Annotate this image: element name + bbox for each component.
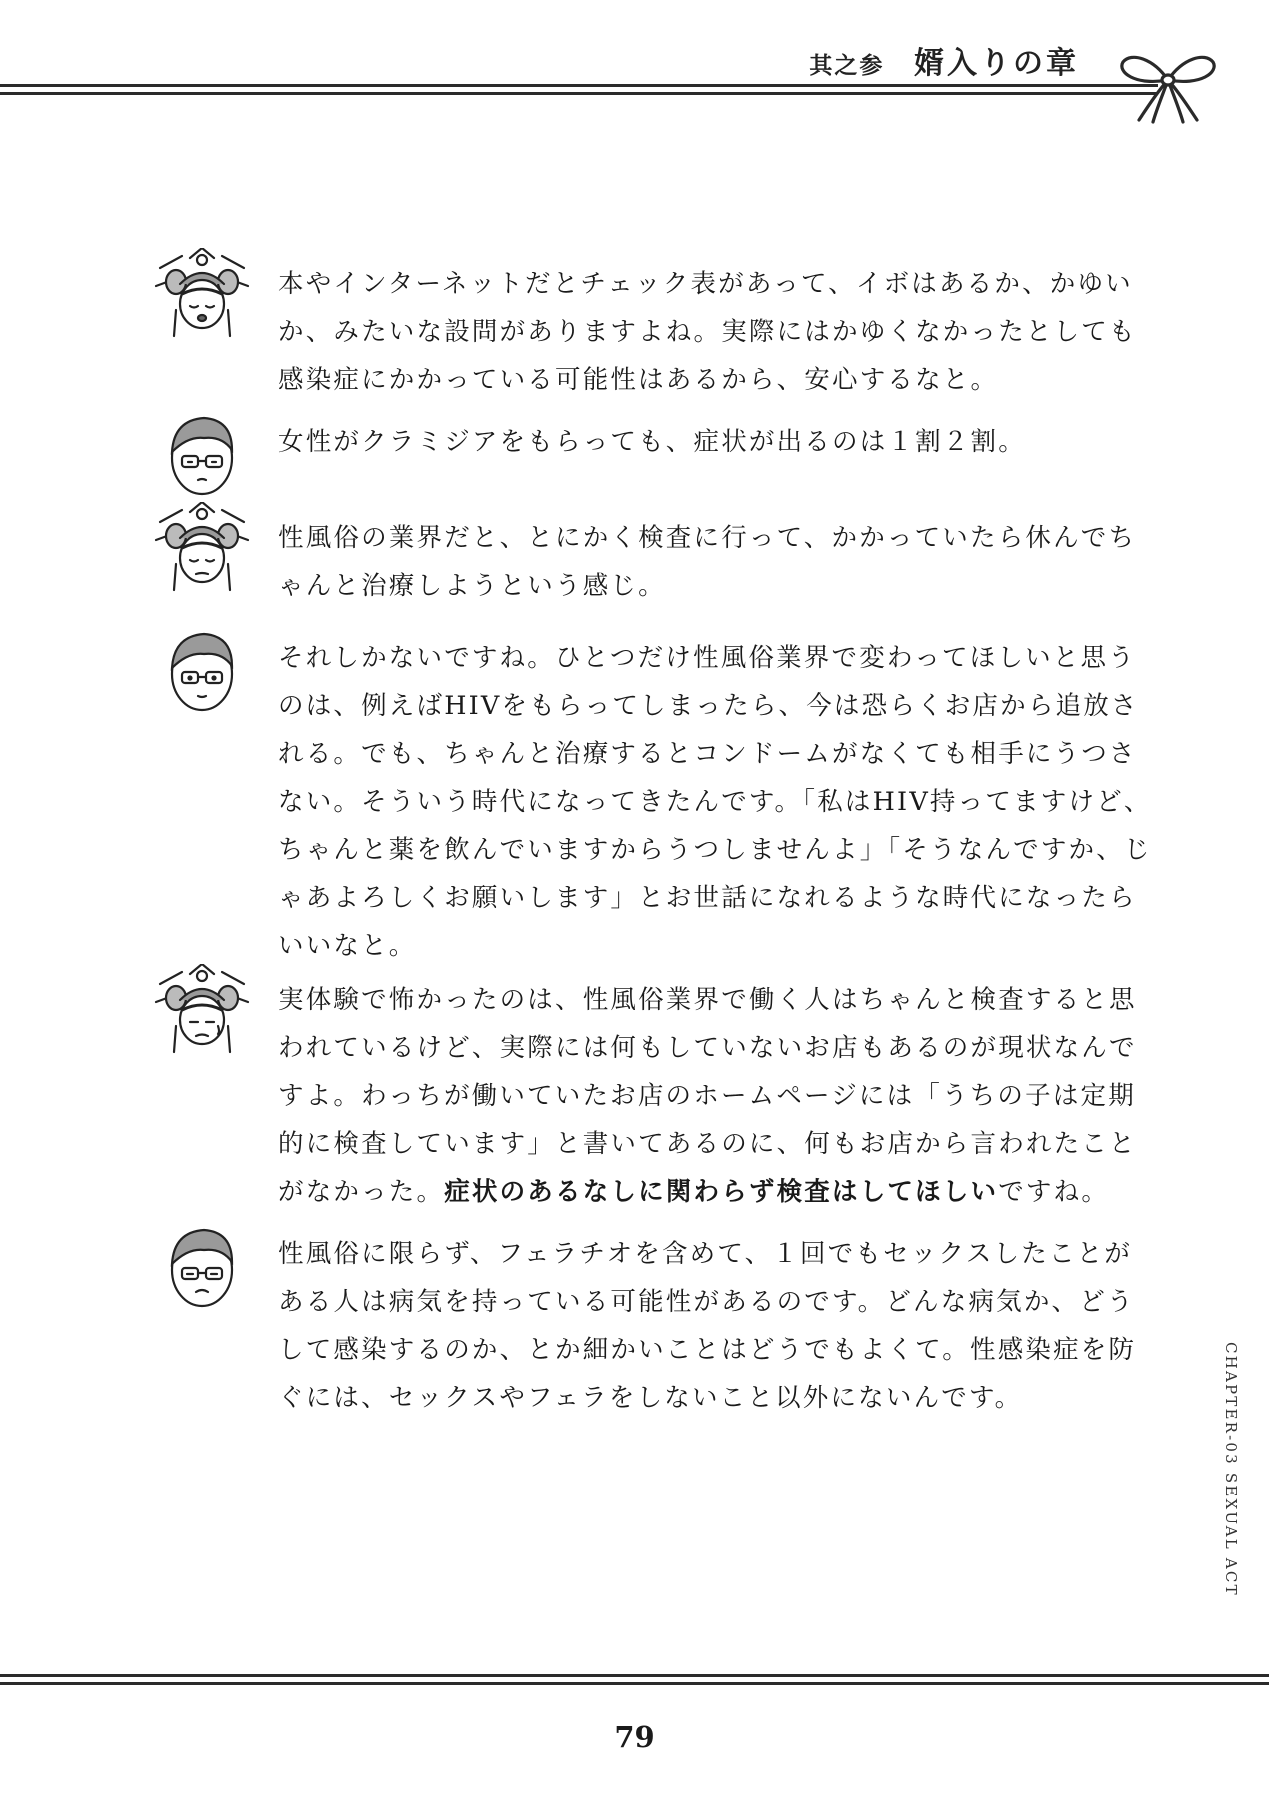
speech-text-part: 実体験で怖かったのは、性風俗業界で働く人はちゃんと検査すると思われているけど、実際には何もしていないお店もあるのが現状なんですよ。わっちが働いていたお店のホームページには「うちの子は定期的に検査しています」と書いてあるのに、何もお店から言われたことがなかった。 bbox=[278, 985, 1137, 1207]
speech-text: 性風俗の業界だと、とにかく検査に行って、かかっていたら休んでちゃんと治療しようという感じ。 bbox=[278, 523, 1137, 601]
chapter-title: 婿入りの章 bbox=[914, 46, 1079, 81]
doctor-avatar-icon bbox=[152, 406, 252, 506]
speech-text bbox=[278, 976, 1158, 1216]
speech-text: 本やインターネットだとチェック表があって、イボはあるか、かゆいか、みたいな設問がありますよね。実際にはかゆくなかったとしても感染症にかかっている可能性はあるから、安心するなと。 bbox=[278, 269, 1137, 395]
ribbon-knot-icon bbox=[1113, 46, 1223, 124]
doctor-avatar-icon bbox=[152, 1218, 252, 1318]
doctor-avatar-icon bbox=[152, 622, 252, 722]
page-number: 79 bbox=[614, 1720, 655, 1754]
footer-rule-bottom bbox=[0, 1682, 1269, 1685]
header-rule-top bbox=[0, 84, 1158, 87]
footer-rule-top bbox=[0, 1674, 1269, 1677]
courtesan-avatar-icon bbox=[152, 502, 252, 602]
speech-emphasis: 症状のあるなしに関わらず検査はしてほしい bbox=[444, 1177, 999, 1207]
chapter-side-label: CHAPTER-03 SEXUAL ACT bbox=[1222, 1342, 1240, 1597]
speech-text: それしかないですね。ひとつだけ性風俗業界で変わってほしいと思うのは、例えばHIVをもらってしまったら、今は恐らくお店から追放される。でも、ちゃんと治療するとコンドームがなくても相手にうつさない。そういう時代になってきたんです。「私はHIV持ってますけど、ちゃんと薬を飲んでいますからうつしませんよ」「そうなんですか、じゃあよろしくお願いします」とお世話になれるような時代になったらいいなと。 bbox=[278, 643, 1152, 961]
speech-text-part: ですね。 bbox=[998, 1177, 1110, 1207]
speech-text: 女性がクラミジアをもらっても、症状が出るのは１割２割。 bbox=[278, 427, 1026, 457]
running-header bbox=[809, 38, 1079, 82]
courtesan-avatar-icon bbox=[152, 248, 252, 348]
courtesan-avatar-icon bbox=[152, 964, 252, 1064]
chapter-number: 其之参 bbox=[809, 53, 885, 79]
speech-text: 性風俗に限らず、フェラチオを含めて、１回でもセックスしたことがある人は病気を持っている可能性があるのです。どんな病気か、どうして感染するのか、とか細かいことはどうでもよくて。性感染症を防ぐには、セックスやフェラをしないこと以外にないんです。 bbox=[278, 1239, 1137, 1413]
header-rule-bottom bbox=[0, 92, 1158, 95]
